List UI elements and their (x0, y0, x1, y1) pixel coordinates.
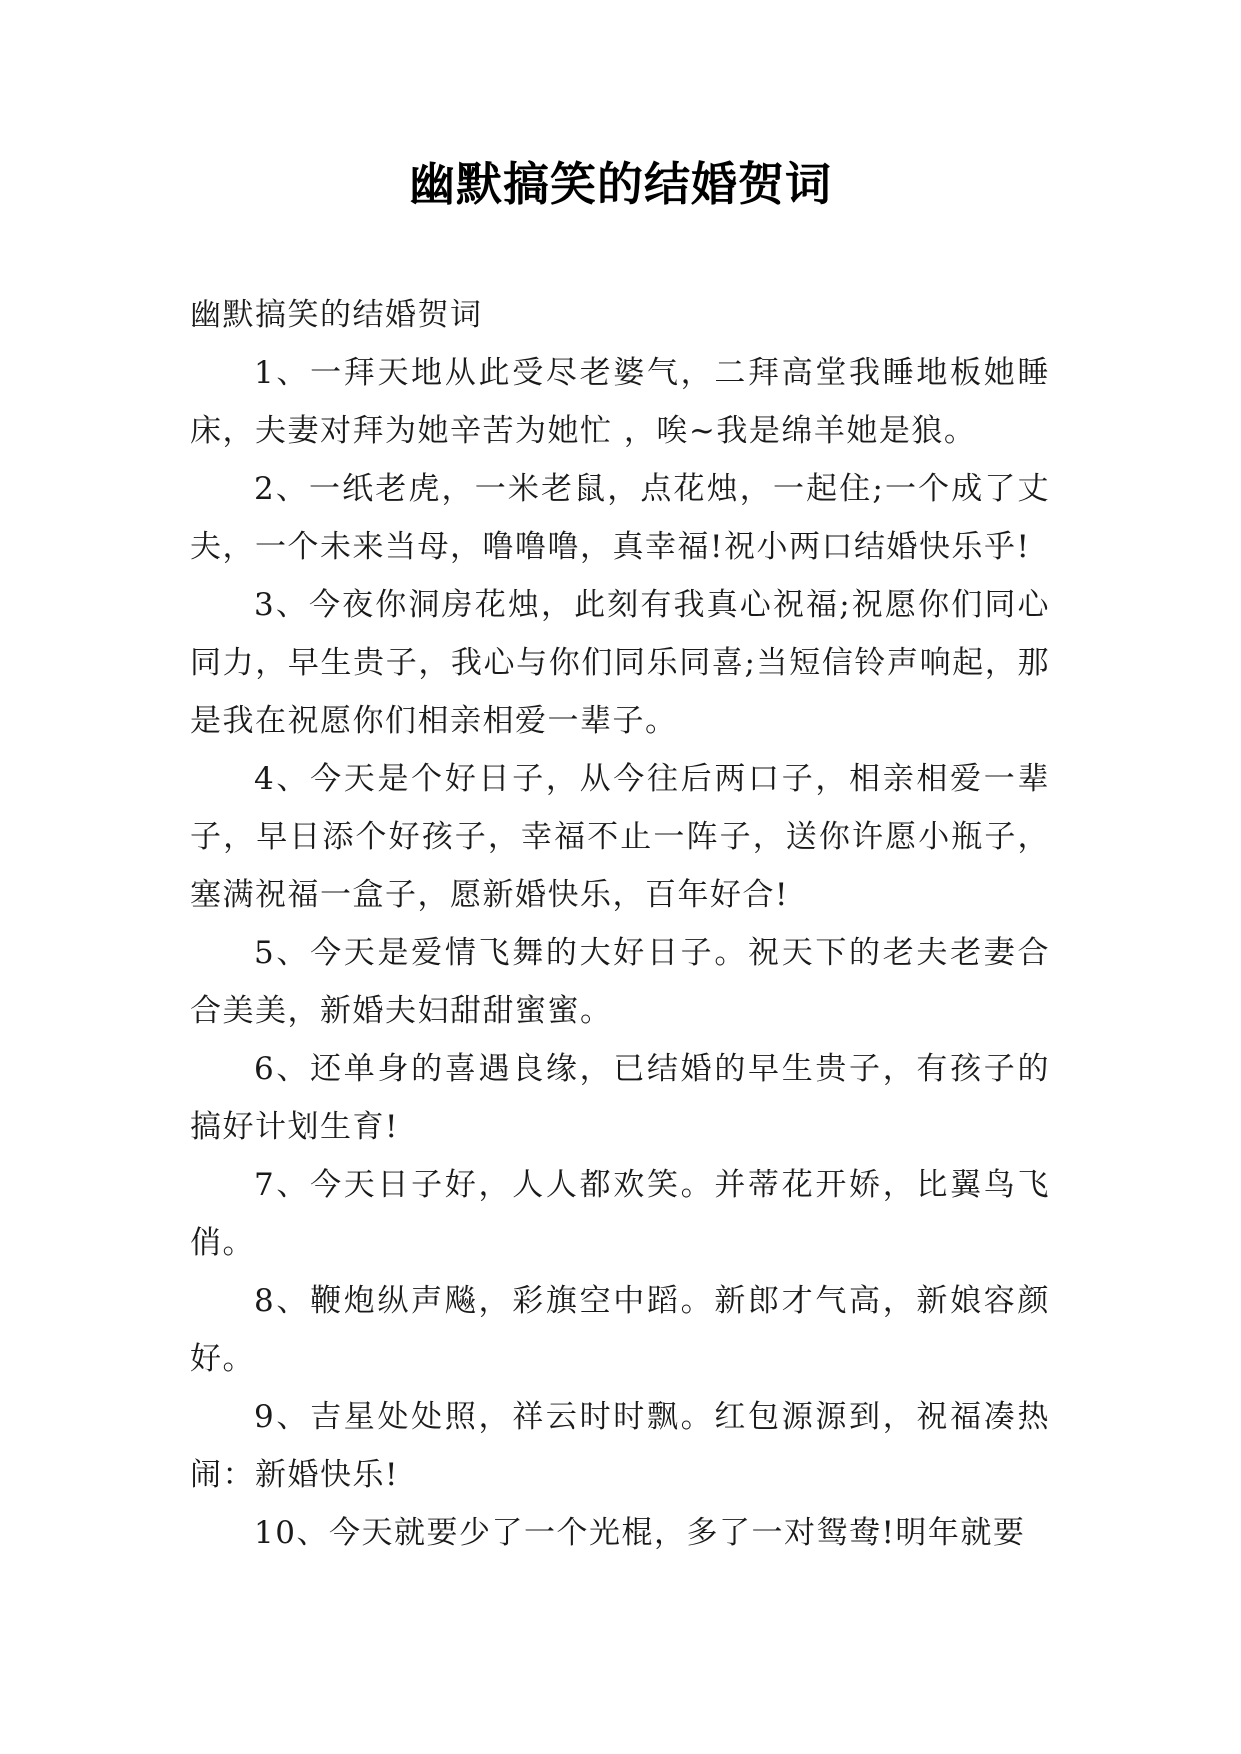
greeting-item-7: 7、今天日子好，人人都欢笑。并蒂花开娇，比翼鸟飞俏。 (190, 1167, 1050, 1261)
greeting-item-5: 5、今天是爱情飞舞的大好日子。祝天下的老夫老妻合合美美，新婚夫妇甜甜蜜蜜。 (190, 935, 1050, 1029)
greeting-item-9: 9、吉星处处照，祥云时时飘。红包源源到，祝福凑热闹：新婚快乐! (190, 1399, 1050, 1493)
greeting-item-4: 4、今天是个好日子，从今往后两口子，相亲相爱一辈子，早日添个好孩子，幸福不止一阵子，送你许愿小瓶子，塞满祝福一盒子，愿新婚快乐，百年好合! (190, 761, 1050, 913)
greeting-item-10: 10、今天就要少了一个光棍，多了一对鸳鸯!明年就要 (254, 1515, 1026, 1551)
document-body (190, 286, 1050, 1562)
greeting-item-8: 8、鞭炮纵声飚，彩旗空中蹈。新郎才气高，新娘容颜好。 (190, 1283, 1050, 1377)
greeting-item-1: 1、一拜天地从此受尽老婆气，二拜高堂我睡地板她睡床，夫妻对拜为她辛苦为她忙 ，唉~我是绵羊她是狼。 (190, 355, 1050, 449)
document-title: 幽默搞笑的结婚贺词 (409, 157, 832, 211)
greeting-item-2: 2、一纸老虎，一米老鼠，点花烛，一起住;一个成了丈夫，一个未来当母，噜噜噜，真幸福!祝小两口结婚快乐乎! (190, 471, 1050, 565)
greeting-item-6: 6、还单身的喜遇良缘，已结婚的早生贵子，有孩子的搞好计划生育! (190, 1051, 1050, 1145)
document-subtitle: 幽默搞笑的结婚贺词 (190, 297, 483, 333)
greeting-item-3: 3、今夜你洞房花烛，此刻有我真心祝福;祝愿你们同心同力，早生贵子，我心与你们同乐同喜;当短信铃声响起，那是我在祝愿你们相亲相爱一辈子。 (190, 587, 1050, 739)
